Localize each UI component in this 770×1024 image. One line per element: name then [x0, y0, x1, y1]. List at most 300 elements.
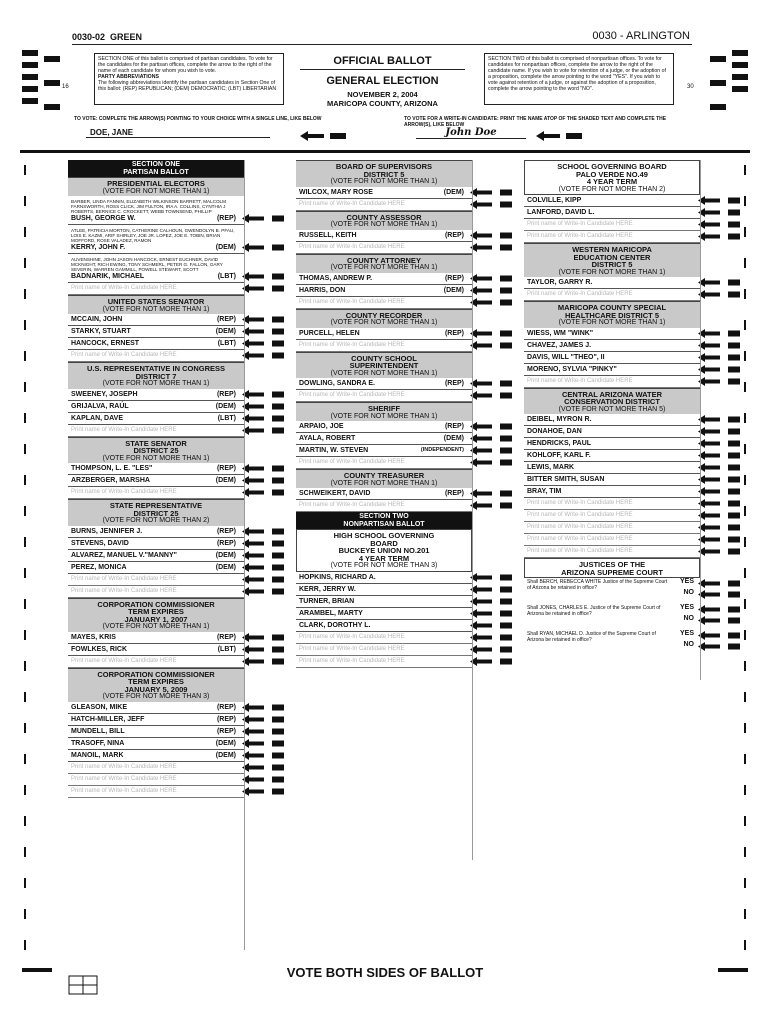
vote-arrow-icon[interactable]: [242, 657, 284, 666]
candidate-row[interactable]: [68, 413, 244, 425]
vote-arrow-icon[interactable]: [242, 727, 284, 736]
vote-arrow-icon[interactable]: [698, 220, 740, 229]
write-in-line[interactable]: [68, 786, 244, 798]
vote-arrow-icon[interactable]: [242, 587, 284, 596]
candidate-name: DOWLING, SANDRA E.: [299, 380, 375, 387]
candidate-row[interactable]: [296, 378, 472, 390]
vote-arrow-icon[interactable]: [470, 329, 512, 338]
party-label: (REP): [444, 490, 464, 497]
candidate-row[interactable]: [524, 277, 700, 289]
write-in-line[interactable]: [524, 546, 700, 558]
vote-arrow-yes-icon[interactable]: [698, 579, 740, 588]
party-label: (LBT): [217, 273, 236, 280]
vote-arrow-shape: [242, 751, 284, 760]
party-abbreviations-text: The following abbreviations identify the partisan candidates in Section One of this ballot: (REP) REPUBLICAN; (DEM) DEMOCRATIC; (LBT) LIBERTARIAN: [98, 80, 277, 92]
candidate-row[interactable]: [524, 207, 700, 219]
party-label: (REP): [444, 423, 464, 430]
vote-arrow-icon[interactable]: [698, 439, 740, 448]
candidate-row[interactable]: [68, 714, 244, 726]
candidate-row[interactable]: [68, 750, 244, 762]
candidate-name: FOWLKES, RICK: [71, 645, 127, 653]
vote-arrow-icon[interactable]: [470, 446, 512, 455]
write-in-line[interactable]: [296, 390, 472, 402]
vote-arrow-icon[interactable]: [242, 739, 284, 748]
edge-tick: [744, 568, 746, 578]
timing-mark: [732, 74, 748, 80]
write-in-line[interactable]: [296, 242, 472, 254]
candidate-name: DONAHOE, DAN: [527, 428, 582, 435]
ballot-column-2: [296, 160, 472, 668]
vote-arrow-shape: [242, 414, 284, 423]
edge-tick: [744, 196, 746, 206]
vote-arrow-shape: [242, 575, 284, 584]
vote-arrow-icon[interactable]: [470, 286, 512, 295]
candidate-row[interactable]: [524, 195, 700, 207]
candidate-row[interactable]: [524, 340, 700, 352]
vote-arrow-icon[interactable]: [698, 427, 740, 436]
write-in-line[interactable]: [296, 500, 472, 512]
candidate-row[interactable]: [296, 488, 472, 500]
vote-arrow-icon[interactable]: [698, 487, 740, 496]
vote-arrow-icon[interactable]: [242, 703, 284, 712]
vote-arrow-icon[interactable]: [242, 284, 284, 293]
vote-for-instruction: (VOTE FOR NOT MORE THAN 1): [102, 454, 210, 462]
candidate-name: WIESS, WM "WINK": [527, 329, 594, 337]
edge-tick: [24, 320, 26, 330]
candidate-name: MAYES, KRIS: [71, 633, 116, 641]
party-label: (DEM): [215, 402, 236, 410]
party-label: (REP): [444, 231, 464, 239]
write-in-placeholder: Print name of Write-In Candidate HERE: [71, 587, 177, 594]
write-in-placeholder: Print name of Write-In Candidate HERE: [71, 657, 177, 664]
vote-arrow-shape: [242, 327, 284, 336]
write-in-line[interactable]: [68, 283, 244, 295]
candidate-row[interactable]: [296, 328, 472, 340]
vote-arrow-icon[interactable]: [242, 527, 284, 536]
race-title: STATE REPRESENTATIVE: [109, 501, 203, 510]
vote-for-instruction: (VOTE FOR NOT MORE THAN 1): [102, 623, 210, 630]
header-rule: [72, 44, 692, 45]
vote-arrow-icon[interactable]: [470, 298, 512, 307]
vote-arrow-shape: [470, 621, 512, 630]
vote-arrow-yes-icon[interactable]: [698, 631, 740, 640]
candidate-name: TURNER, BRIAN: [299, 597, 355, 605]
edge-tick: [24, 227, 26, 237]
write-in-line[interactable]: [524, 522, 700, 534]
party-label: (REP): [216, 390, 236, 398]
write-in-line[interactable]: [296, 297, 472, 309]
vote-arrow-shape: [470, 489, 512, 498]
vote-arrow-icon[interactable]: [242, 488, 284, 497]
write-in-line[interactable]: [68, 350, 244, 362]
timing-mark: [22, 50, 38, 56]
no-label: NO: [683, 641, 694, 648]
write-in-line[interactable]: [296, 457, 472, 469]
vote-arrow-icon[interactable]: [242, 575, 284, 584]
vote-for-instruction: (VOTE FOR NOT MORE THAN 2): [558, 185, 666, 193]
edge-tick: [24, 630, 26, 640]
party-label: (DEM): [443, 286, 464, 294]
vote-arrow-icon[interactable]: [470, 657, 512, 666]
vote-arrow-icon[interactable]: [470, 200, 512, 209]
write-in-placeholder: Print name of Write-In Candidate HERE: [299, 200, 405, 207]
vote-arrow-no-icon[interactable]: [698, 616, 740, 625]
candidate-row[interactable]: [524, 414, 700, 426]
edge-tick: [24, 475, 26, 485]
vote-arrow-icon[interactable]: [470, 573, 512, 582]
vote-arrow-icon[interactable]: [698, 341, 740, 350]
candidate-row[interactable]: [524, 438, 700, 450]
vote-arrow-shape: [242, 727, 284, 736]
party-label: (INDEPENDENT): [420, 447, 464, 453]
vote-arrow-shape: [698, 547, 740, 556]
side-number-left: 16: [62, 84, 69, 90]
race-title: STATE SENATOR: [125, 438, 187, 448]
candidate-row[interactable]: [68, 463, 244, 475]
vote-for-instruction: (VOTE FOR NOT MORE THAN 2): [102, 517, 210, 524]
vote-arrow-shape: [470, 188, 512, 197]
edge-tick: [744, 816, 746, 826]
write-in-line[interactable]: [296, 340, 472, 352]
retention-text: Shall BERCH, REBECCA WHITE Justice of the Supreme Court of Arizona be retained in office?: [527, 579, 668, 591]
vote-arrow-icon[interactable]: [242, 715, 284, 724]
vote-arrow-icon[interactable]: [242, 351, 284, 360]
vote-arrow-shape: [242, 464, 284, 473]
vote-arrow-icon[interactable]: [470, 379, 512, 388]
candidate-row[interactable]: [296, 230, 472, 242]
edge-tick: [24, 258, 26, 268]
candidate-row[interactable]: [68, 702, 244, 714]
candidate-row[interactable]: [524, 364, 700, 376]
vote-arrow-icon[interactable]: [698, 475, 740, 484]
write-in-line[interactable]: [68, 656, 244, 668]
vote-arrow-icon[interactable]: [698, 196, 740, 205]
vote-arrow-icon[interactable]: [242, 243, 284, 252]
vote-arrow-icon[interactable]: [470, 341, 512, 350]
candidate-row[interactable]: [296, 285, 472, 297]
vote-arrow-icon[interactable]: [698, 208, 740, 217]
write-in-placeholder: Print name of Write-In Candidate HERE: [71, 787, 177, 794]
vote-arrow-icon[interactable]: [698, 511, 740, 520]
candidate-row[interactable]: [296, 608, 472, 620]
timing-mark: [22, 62, 38, 68]
vote-arrow-shape: [470, 657, 512, 666]
vote-arrow-icon[interactable]: [242, 787, 284, 796]
vote-arrow-shape: [242, 390, 284, 399]
vote-arrow-icon[interactable]: [470, 597, 512, 606]
candidate-name: LEWIS, MARK: [527, 464, 575, 471]
vote-arrow-icon[interactable]: [698, 415, 740, 424]
vote-instructions: TO VOTE: COMPLETE THE ARROW(S) POINTING TO YOUR CHOICE WITH A SINGLE LINE, LIKE BELOW: [74, 116, 322, 122]
vote-arrow-shape: [698, 329, 740, 338]
vote-arrow-icon[interactable]: [242, 563, 284, 572]
race-title: PRESIDENTIAL ELECTORS: [107, 179, 205, 188]
vote-arrow-icon[interactable]: [698, 451, 740, 460]
vote-for-instruction: (VOTE FOR NOT MORE THAN 1): [330, 319, 438, 326]
candidate-name: THOMAS, ANDREW P.: [299, 274, 373, 282]
vote-for-instruction: (VOTE FOR NOT MORE THAN 1): [102, 380, 210, 387]
vote-arrow-icon[interactable]: [698, 278, 740, 287]
candidate-row[interactable]: [68, 338, 244, 350]
race-header: [68, 668, 244, 702]
write-in-placeholder: Print name of Write-In Candidate HERE: [71, 489, 177, 495]
candidate-row[interactable]: [68, 562, 244, 574]
candidate-row[interactable]: [524, 328, 700, 340]
write-in-line[interactable]: [68, 586, 244, 598]
race-header: [296, 469, 472, 488]
race-title: TERM EXPIRES: [128, 677, 184, 686]
candidate-name: THOMPSON, L. E. "LES": [71, 465, 153, 472]
example-name: DOE, JANE: [86, 128, 270, 138]
vote-arrow-icon[interactable]: [470, 609, 512, 618]
candidate-row[interactable]: [68, 326, 244, 338]
column-rule: [472, 160, 473, 860]
write-in-line[interactable]: [68, 762, 244, 774]
candidate-row[interactable]: [68, 389, 244, 401]
candidate-name: BRAY, TIM: [527, 488, 562, 495]
vote-arrow-icon[interactable]: [470, 434, 512, 443]
candidate-row[interactable]: [524, 474, 700, 486]
candidate-name: BITTER SMITH, SUSAN: [527, 476, 605, 483]
vote-arrow-icon[interactable]: [242, 645, 284, 654]
candidate-row[interactable]: [68, 526, 244, 538]
retention-question: [524, 578, 700, 604]
vote-arrow-icon[interactable]: [470, 188, 512, 197]
race-title: 4 YEAR TERM: [358, 553, 410, 563]
candidate-name: HENDRICKS, PAUL: [527, 440, 592, 447]
candidate-name: [71, 214, 244, 224]
vote-arrow-shape: [698, 377, 740, 386]
candidate-row[interactable]: [524, 486, 700, 498]
vote-arrow-icon[interactable]: [242, 751, 284, 760]
vote-arrow-icon[interactable]: [242, 476, 284, 485]
write-in-line[interactable]: [524, 498, 700, 510]
vote-arrow-shape: [698, 511, 740, 520]
race-header: [296, 211, 472, 230]
ballot-code: 0030-02 GREEN: [72, 32, 143, 42]
section-header: [296, 512, 472, 529]
vote-arrow-icon[interactable]: [242, 402, 284, 411]
vote-arrow-shape: [698, 341, 740, 350]
race-header: [68, 295, 244, 314]
candidate-row[interactable]: [296, 596, 472, 608]
vote-arrow-icon[interactable]: [242, 426, 284, 435]
vote-arrow-icon[interactable]: [698, 463, 740, 472]
vote-arrow-no-icon[interactable]: [698, 590, 740, 599]
vote-arrow-shape: [470, 200, 512, 209]
write-in-placeholder: Print name of Write-In Candidate HERE: [527, 291, 633, 297]
vote-for-instruction: (VOTE FOR NOT MORE THAN 1): [558, 268, 666, 276]
candidate-row[interactable]: [524, 450, 700, 462]
candidate-name: ARZBERGER, MARSHA: [71, 477, 150, 484]
vote-arrow-icon[interactable]: [470, 458, 512, 467]
vote-arrow-icon[interactable]: [242, 775, 284, 784]
candidate-row[interactable]: [68, 475, 244, 487]
candidate-row[interactable]: [68, 538, 244, 550]
vote-arrow-icon[interactable]: [698, 535, 740, 544]
vote-arrow-no-icon[interactable]: [698, 642, 740, 651]
write-in-placeholder: Print name of Write-In Candidate HERE: [299, 645, 405, 652]
vote-arrow-icon[interactable]: [470, 489, 512, 498]
vote-arrow-icon[interactable]: [242, 414, 284, 423]
candidate-row[interactable]: [68, 401, 244, 413]
vote-arrow-icon[interactable]: [698, 523, 740, 532]
write-in-placeholder: Print name of Write-In Candidate HERE: [71, 285, 177, 291]
candidate-name: CHAVEZ, JAMES J.: [527, 341, 592, 349]
candidate-row[interactable]: [68, 314, 244, 326]
side-number-right: 30: [687, 84, 694, 90]
candidate-name: HANCOCK, ERNEST: [71, 340, 140, 347]
candidate-row[interactable]: [296, 445, 472, 457]
vote-arrow-shape: [698, 415, 740, 424]
example-write-in-arrow: [536, 128, 584, 146]
candidate-name: COLVILLE, KIPP: [527, 197, 582, 204]
candidate-row[interactable]: [296, 620, 472, 632]
vote-arrow-shape: [470, 573, 512, 582]
write-in-line[interactable]: [296, 199, 472, 211]
vote-arrow-icon[interactable]: [470, 274, 512, 283]
edge-tick: [744, 444, 746, 454]
candidate-row[interactable]: [524, 352, 700, 364]
vote-arrow-yes-icon[interactable]: [698, 605, 740, 614]
vote-arrow-icon[interactable]: [242, 539, 284, 548]
candidate-row[interactable]: [68, 632, 244, 644]
vote-arrow-icon[interactable]: [242, 464, 284, 473]
candidate-name: PEREZ, MONICA: [71, 563, 127, 571]
candidate-row[interactable]: [68, 196, 244, 225]
section-header-line: PARTISAN BALLOT: [123, 168, 189, 176]
vote-for-instruction: (VOTE FOR NOT MORE THAN 1): [558, 319, 666, 326]
candidate-row[interactable]: [524, 462, 700, 474]
party-label: (REP): [216, 215, 236, 222]
write-in-line[interactable]: [296, 632, 472, 644]
vote-arrow-icon[interactable]: [470, 231, 512, 240]
candidate-name-text: BUSH, GEORGE W.: [71, 215, 136, 222]
race-title: U.S. REPRESENTATIVE IN CONGRESS: [86, 364, 226, 373]
vote-arrow-icon[interactable]: [242, 327, 284, 336]
write-in-line[interactable]: [524, 231, 700, 243]
vote-arrow-shape: [242, 315, 284, 324]
vote-arrow-icon[interactable]: [470, 585, 512, 594]
vote-arrow-icon[interactable]: [242, 315, 284, 324]
yes-label: YES: [679, 604, 694, 611]
vote-arrow-icon[interactable]: [698, 547, 740, 556]
candidate-row[interactable]: [68, 225, 244, 254]
candidate-row[interactable]: [296, 584, 472, 596]
candidate-row[interactable]: [296, 433, 472, 445]
write-in-line[interactable]: [524, 534, 700, 546]
candidate-name: [71, 243, 244, 253]
write-in-line[interactable]: [68, 425, 244, 437]
vote-arrow-shape: [242, 763, 284, 772]
vote-arrow-icon[interactable]: [242, 633, 284, 642]
race-title: COUNTY ATTORNEY: [347, 255, 421, 265]
vote-arrow-icon[interactable]: [470, 621, 512, 630]
party-label: (DEM): [215, 244, 236, 251]
vote-arrow-icon[interactable]: [698, 353, 740, 362]
candidate-row[interactable]: [296, 187, 472, 199]
vote-arrow-shape: [242, 739, 284, 748]
race-header: [296, 352, 472, 379]
vote-arrow-icon[interactable]: [242, 272, 284, 281]
vote-arrow-shape: [242, 488, 284, 497]
vote-arrow-shape: [470, 391, 512, 400]
timing-mark: [22, 74, 38, 80]
vote-arrow-icon[interactable]: [242, 214, 284, 223]
write-in-line[interactable]: [68, 574, 244, 586]
vote-arrow-icon[interactable]: [470, 422, 512, 431]
vote-arrow-icon[interactable]: [470, 243, 512, 252]
write-in-line[interactable]: [524, 376, 700, 388]
example-write-in: John Doe: [416, 127, 526, 139]
vote-arrow-icon[interactable]: [470, 645, 512, 654]
vote-arrow-icon[interactable]: [470, 633, 512, 642]
vote-for-instruction: (VOTE FOR NOT MORE THAN 1): [330, 264, 438, 271]
vote-arrow-icon[interactable]: [698, 232, 740, 241]
vote-arrow-icon[interactable]: [698, 329, 740, 338]
write-in-line[interactable]: [68, 774, 244, 786]
vote-arrow-icon[interactable]: [242, 763, 284, 772]
candidate-name: GLEASON, MIKE: [71, 703, 128, 711]
yes-label: YES: [679, 578, 694, 585]
write-in-line[interactable]: [524, 510, 700, 522]
edge-tick: [744, 661, 746, 671]
vote-arrow-icon[interactable]: [698, 365, 740, 374]
race-header: [68, 177, 244, 196]
vote-arrow-icon[interactable]: [470, 501, 512, 510]
candidate-row[interactable]: [68, 550, 244, 562]
candidate-row[interactable]: [68, 254, 244, 283]
vote-arrow-icon[interactable]: [698, 290, 740, 299]
race-title: COUNTY ASSESSOR: [346, 212, 422, 222]
candidate-name-text: BADNARIK, MICHAEL: [71, 273, 145, 280]
edge-tick: [744, 320, 746, 330]
vote-arrow-icon[interactable]: [698, 377, 740, 386]
race-title: WESTERN MARICOPA: [572, 245, 652, 254]
vote-arrow-icon[interactable]: [470, 391, 512, 400]
candidate-row[interactable]: [524, 426, 700, 438]
write-in-line[interactable]: [296, 644, 472, 656]
edge-tick: [744, 351, 746, 361]
write-in-line[interactable]: [524, 219, 700, 231]
write-in-line[interactable]: [68, 487, 244, 499]
party-label: (DEM): [215, 328, 236, 335]
party-label: (DEM): [215, 563, 236, 571]
vote-arrow-shape: [242, 715, 284, 724]
candidate-row[interactable]: [68, 726, 244, 738]
candidate-row[interactable]: [296, 273, 472, 285]
race-title: DISTRICT 25: [133, 446, 179, 455]
candidate-row[interactable]: [68, 738, 244, 750]
candidate-row[interactable]: [296, 572, 472, 584]
write-in-line[interactable]: [524, 289, 700, 301]
write-in-line[interactable]: [296, 656, 472, 668]
vote-arrow-icon[interactable]: [242, 390, 284, 399]
race-title: DISTRICT 5: [591, 260, 633, 269]
candidate-name: DAVIS, WILL "THEO", II: [527, 353, 605, 361]
vote-arrow-icon[interactable]: [242, 339, 284, 348]
vote-arrow-shape: [470, 274, 512, 283]
candidate-row[interactable]: [296, 421, 472, 433]
candidate-name: GRIJALVA, RAÚL: [71, 402, 129, 410]
edge-tick: [24, 723, 26, 733]
vote-arrow-icon[interactable]: [698, 499, 740, 508]
vote-arrow-shape: [470, 298, 512, 307]
vote-arrow-shape: [698, 353, 740, 362]
vote-arrow-icon[interactable]: [242, 551, 284, 560]
race-title: DISTRICT 7: [135, 371, 177, 381]
candidate-row[interactable]: [68, 644, 244, 656]
